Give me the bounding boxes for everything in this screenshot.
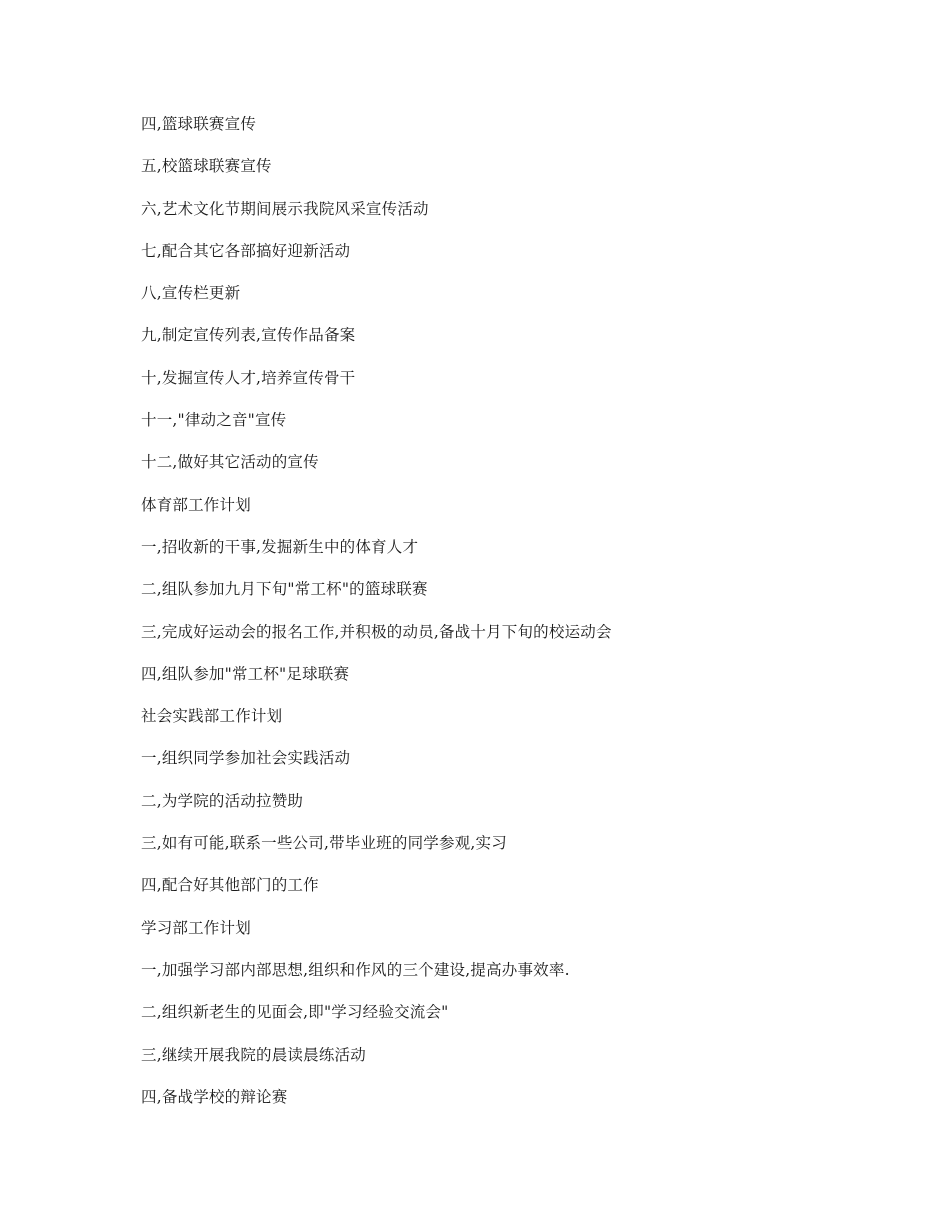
text-line: 七,配合其它各部搞好迎新活动 [141, 241, 351, 260]
text-line: 二,组队参加九月下旬"常工杯"的篮球联赛 [141, 580, 428, 599]
section-heading: 学习部工作计划 [141, 918, 251, 937]
text-line: 一,招收新的干事,发掘新生中的体育人才 [141, 537, 419, 556]
text-line: 十,发掘宣传人才,培养宣传骨干 [141, 368, 356, 387]
text-line: 六,艺术文化节期间展示我院风采宣传活动 [141, 199, 429, 218]
text-line: 四,配合好其他部门的工作 [141, 876, 319, 895]
text-line: 十二,做好其它活动的宣传 [141, 453, 319, 472]
text-line: 三,继续开展我院的晨读晨练活动 [141, 1045, 366, 1064]
text-line: 五,校篮球联赛宣传 [141, 157, 272, 176]
text-line: 四,组队参加"常工杯"足球联赛 [141, 664, 350, 683]
text-line: 四,备战学校的辩论赛 [141, 1087, 288, 1106]
text-line: 十一,"律动之音"宣传 [141, 411, 287, 430]
text-line: 四,篮球联赛宣传 [141, 115, 257, 133]
text-line: 八,宣传栏更新 [141, 284, 241, 303]
section-heading: 体育部工作计划 [141, 495, 251, 514]
section-heading: 社会实践部工作计划 [141, 707, 283, 726]
text-line: 三,如有可能,联系一些公司,带毕业班的同学参观,实习 [141, 834, 507, 853]
text-line: 二,组织新老生的见面会,即"学习经验交流会" [141, 1003, 449, 1022]
text-line: 三,完成好运动会的报名工作,并积极的动员,备战十月下旬的校运动会 [141, 622, 612, 641]
text-line: 一,加强学习部内部思想,组织和作风的三个建设,提高办事效率. [141, 960, 570, 979]
text-line: 二,为学院的活动拉赞助 [141, 791, 304, 810]
document-body [141, 112, 612, 1127]
text-line: 九,制定宣传列表,宣传作品备案 [141, 326, 356, 345]
text-line: 一,组织同学参加社会实践活动 [141, 749, 351, 768]
